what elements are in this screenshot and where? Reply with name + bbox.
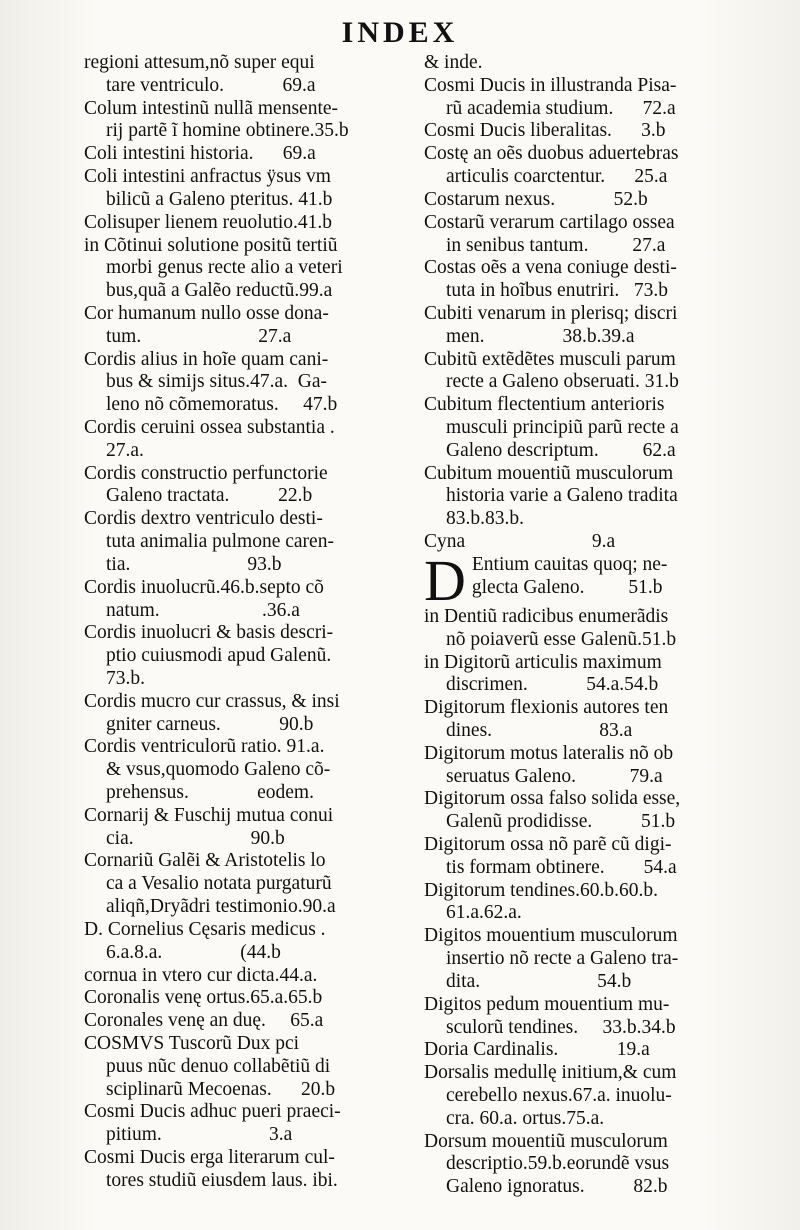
index-entry-line: Coronalis venę ortus.65.a.65.b <box>84 987 323 1009</box>
index-entry-line: glecta Galeno. 51.b <box>471 576 663 598</box>
index-entry-line: Cyna 9.a <box>424 531 616 553</box>
index-entry-line: Cosmi Ducis in illustranda Pisa- <box>424 74 677 96</box>
index-entry <box>424 994 742 1040</box>
drop-cap-initial: D <box>424 553 466 606</box>
index-entry <box>84 805 414 851</box>
index-entry-line: Cordis inuolucri & basis descri- <box>84 622 334 644</box>
index-entry <box>84 736 414 804</box>
index-entry-line: in Cõtinui solutione positũ tertiũ <box>84 234 338 256</box>
index-entry-line: Digitorum ossa nõ parẽ cũ digi- <box>424 834 672 855</box>
index-entry-line: tores studiũ eiusdem laus. ibi. <box>106 1169 338 1191</box>
index-entry <box>424 834 742 880</box>
index-entry <box>84 919 414 965</box>
index-entry <box>424 554 742 606</box>
index-entry-line: Coronales venę an duę. 65.a <box>84 1010 324 1032</box>
index-entry <box>84 303 414 349</box>
index-entry-line: Cordis mucro cur crassus, & insi <box>84 690 340 712</box>
index-entry <box>84 166 414 212</box>
index-entry-line: rũ academia studium. 72.a <box>446 97 676 119</box>
index-entry <box>84 52 414 98</box>
index-entry-line: Entium cauitas quoq; ne- <box>471 553 668 575</box>
index-entry-line: Cordis constructio perfunctorie <box>84 462 328 484</box>
index-entry <box>84 1147 414 1193</box>
index-entry-line: Digitos pedum mouentium mu- <box>424 993 670 1015</box>
index-entry-line: gniter carneus. 90.b <box>106 713 314 735</box>
index-entry-line: historia varie a Galeno tradita <box>446 485 678 507</box>
index-entry-line: Digitos mouentium musculorum <box>424 925 678 947</box>
index-entry <box>424 303 742 349</box>
index-entry-line: tum. 27.a <box>106 325 292 347</box>
index-entry <box>424 743 742 789</box>
index-entry <box>84 212 414 235</box>
index-entry-line: nõ poiaverũ esse Galenũ.51.b <box>446 628 677 650</box>
index-entry-line: Cosmi Ducis adhuc pueri praeci- <box>84 1101 341 1123</box>
index-entry <box>424 880 742 926</box>
index-entry-line: pitium. 3.a <box>106 1124 293 1146</box>
index-entry-line: cerebello nexus.67.a. inuolu- <box>446 1084 672 1106</box>
index-entry <box>84 622 414 690</box>
index-entry-line: Cornarij & Fuschij mutua conui <box>84 804 334 826</box>
index-entry <box>424 212 742 258</box>
index-entry-line: descriptio.59.b.eorundẽ vsus <box>446 1153 670 1175</box>
index-entry <box>424 349 742 395</box>
index-entry-line: D. Cornelius Cęsaris medicus . <box>84 918 326 940</box>
index-entry-line: in senibus tantum. 27.a <box>446 234 666 256</box>
index-entry-line: Cordis inuolucrũ.46.b.septo cõ <box>84 576 324 598</box>
index-entry <box>424 697 742 743</box>
index-entry <box>84 850 414 918</box>
index-entry-line: Coli intestini anfractus ÿsus vm <box>84 166 331 188</box>
index-entry-line: morbi genus recte alio a veteri <box>106 257 343 279</box>
index-entry-line: regioni attesum,nõ super equi <box>84 52 315 73</box>
index-entry <box>424 1039 742 1062</box>
index-entry-line: Coli intestini historia. 69.a <box>84 143 316 165</box>
index-entry <box>424 652 742 698</box>
index-entry <box>424 120 742 143</box>
index-entry-line: Cosmi Ducis erga literarum cul- <box>84 1147 335 1168</box>
index-entry <box>424 788 742 834</box>
index-entry <box>424 189 742 212</box>
index-entry-line: men. 38.b.39.a <box>446 325 635 347</box>
index-entry-line: ptio cuiusmodi apud Galenũ. <box>106 645 332 667</box>
index-entry <box>84 349 414 417</box>
index-entry <box>424 463 742 531</box>
index-entry <box>84 417 414 463</box>
index-entry-line: & vsus,quomodo Galeno cõ- <box>106 759 331 781</box>
index-entry <box>84 1010 414 1033</box>
index-entry-line: Cordis dextro ventriculo desti- <box>84 508 323 530</box>
index-entry-line: leno nõ cõmemoratus. 47.b <box>106 394 338 416</box>
index-entry-line: aliqñ,Dryãdri testimonio.90.a <box>106 896 336 918</box>
index-entry <box>84 235 414 303</box>
index-entry <box>84 577 414 623</box>
index-entry-line: tuta in hoĩbus enutriri. 73.b <box>446 280 669 302</box>
index-entry-line: 61.a.62.a. <box>446 902 522 924</box>
index-entry <box>84 965 414 988</box>
index-entry-line: in Dentiũ radicibus enumerãdis <box>424 605 669 627</box>
index-entry-line: tis formam obtinere. 54.a <box>446 856 677 878</box>
index-entry-line: Costarũ verarum cartilago ossea <box>424 211 675 233</box>
index-entry <box>424 75 742 121</box>
index-entry-line: cra. 60.a. ortus.75.a. <box>446 1107 605 1129</box>
index-entry-line: discrimen. 54.a.54.b <box>446 674 659 696</box>
index-entry <box>424 394 742 462</box>
index-entry-line: ca a Vesalio notata purgaturũ <box>106 873 332 895</box>
index-entry-line: seruatus Galeno. 79.a <box>446 765 663 787</box>
index-entry <box>84 987 414 1010</box>
index-entry <box>84 508 414 576</box>
index-entry <box>84 1101 414 1147</box>
index-entry-line: Galeno descriptum. 62.a <box>446 439 676 461</box>
index-entry-line: puus nũc denuo collabẽtiũ di <box>106 1055 331 1077</box>
index-entry-line: insertio nõ recte a Galeno tra- <box>446 948 679 970</box>
index-entry-line: Colisuper lienem reuolutio.41.b <box>84 211 333 233</box>
index-entry-line: in Digitorũ articulis maximum <box>424 651 662 673</box>
index-entry-line: Cubitum flectentium anterioris <box>424 394 665 416</box>
index-entry-line: Cor humanum nullo osse dona- <box>84 302 329 324</box>
index-entry-line: Costarum nexus. 52.b <box>424 188 648 210</box>
index-entry-line: Dorsalis medullę initium,& cum <box>424 1062 677 1084</box>
index-entry-line: Costę an oẽs duobus aduertebras <box>424 143 679 165</box>
index-entry-line: tare ventriculo. 69.a <box>106 74 316 96</box>
index-entry-line: Cubitũ extẽdẽtes musculi parum <box>424 348 676 370</box>
index-entry <box>84 98 414 144</box>
index-entry-line: tuta animalia pulmone caren- <box>106 531 334 553</box>
index-entry-line: sculorũ tendines. 33.b.34.b <box>446 1016 676 1038</box>
index-entry <box>424 1131 742 1199</box>
index-entry-line: 6.a.8.a. (44.b <box>106 941 281 963</box>
index-entry-line: Costas oẽs a vena coniuge desti- <box>424 257 677 279</box>
index-entry-line: 73.b. <box>106 667 145 689</box>
index-entry-line: 27.a. <box>106 439 144 461</box>
index-entry-line: Digitorum motus lateralis nõ ob <box>424 742 674 764</box>
index-column-right <box>424 52 742 1199</box>
index-entry <box>424 606 742 652</box>
index-entry-line: bus & simijs situs.47.a. Ga- <box>106 371 328 393</box>
index-entry-line: Cordis ventriculorũ ratio. 91.a. <box>84 736 325 758</box>
index-entry <box>84 1033 414 1101</box>
index-entry-line: cornua in vtero cur dicta.44.a. <box>84 964 318 986</box>
index-entry-line: Cornariũ Galẽi & Aristotelis lo <box>84 850 326 872</box>
index-entry-line: Cubiti venarum in plerisq; discri <box>424 302 678 324</box>
index-entry-line: Cordis ceruini ossea substantia . <box>84 417 335 438</box>
index-entry-line: sciplinarũ Mecoenas. 20.b <box>106 1078 336 1100</box>
index-entry <box>424 1062 742 1130</box>
index-entry-line: Digitorum flexionis autores ten <box>424 697 669 719</box>
index-entry-line: Digitorum ossa falso solida esse, <box>424 788 681 810</box>
index-entry-line: & inde. <box>424 52 483 73</box>
index-entry-line: musculi principiũ parũ recte a <box>446 417 679 438</box>
index-entry <box>84 691 414 737</box>
index-entry-line: Galeno ignoratus. 82.b <box>446 1176 668 1198</box>
index-entry-line: Cubitum mouentiũ musculorum <box>424 462 674 484</box>
index-entry-line: Cosmi Ducis liberalitas. 3.b <box>424 120 666 142</box>
index-entry-line: dita. 54.b <box>446 970 632 992</box>
index-entry-line: bus,quã a Galẽo reductũ.99.a <box>106 280 333 302</box>
index-entry <box>84 143 414 166</box>
index-entry-line: 83.b.83.b. <box>446 508 524 530</box>
index-entry <box>424 52 742 75</box>
index-entry-line: prehensus. eodem. <box>106 782 314 803</box>
index-entry-line: cia. 90.b <box>106 827 285 849</box>
index-column-left <box>84 52 414 1193</box>
index-entry-line: articulis coarctentur. 25.a <box>446 166 668 188</box>
index-entry-line: natum. .36.a <box>106 599 300 621</box>
index-entry-line: dines. 83.a <box>446 719 633 741</box>
index-entry <box>424 925 742 993</box>
index-entry-line: bilicũ a Galeno pteritus. 41.b <box>106 188 333 210</box>
index-entry-line: Doria Cardinalis. 19.a <box>424 1039 650 1061</box>
index-entry-line: recte a Galeno obseruati. 31.b <box>446 371 679 393</box>
index-entry-line: Cordis alius in hoĩe quam cani- <box>84 348 329 370</box>
index-entry-line: tia. 93.b <box>106 553 282 575</box>
index-entry <box>424 531 742 554</box>
page-header: INDEX <box>341 16 459 49</box>
index-entry <box>84 463 414 509</box>
index-entry-line: COSMVS Tuscorũ Dux pci <box>84 1032 300 1054</box>
index-entry-line: Digitorum tendines.60.b.60.b. <box>424 879 658 901</box>
index-entry-line: rij partẽ ĩ homine obtinere.35.b <box>106 120 349 142</box>
index-entry-line: Dorsum mouentiũ musculorum <box>424 1130 668 1152</box>
index-entry-line: Galeno tractata. 22.b <box>106 485 313 507</box>
index-entry <box>424 143 742 189</box>
index-entry-line: Colum intestinũ nullã mensente- <box>84 97 339 119</box>
index-entry <box>424 257 742 303</box>
index-entry-line: Galenũ prodidisse. 51.b <box>446 811 676 833</box>
